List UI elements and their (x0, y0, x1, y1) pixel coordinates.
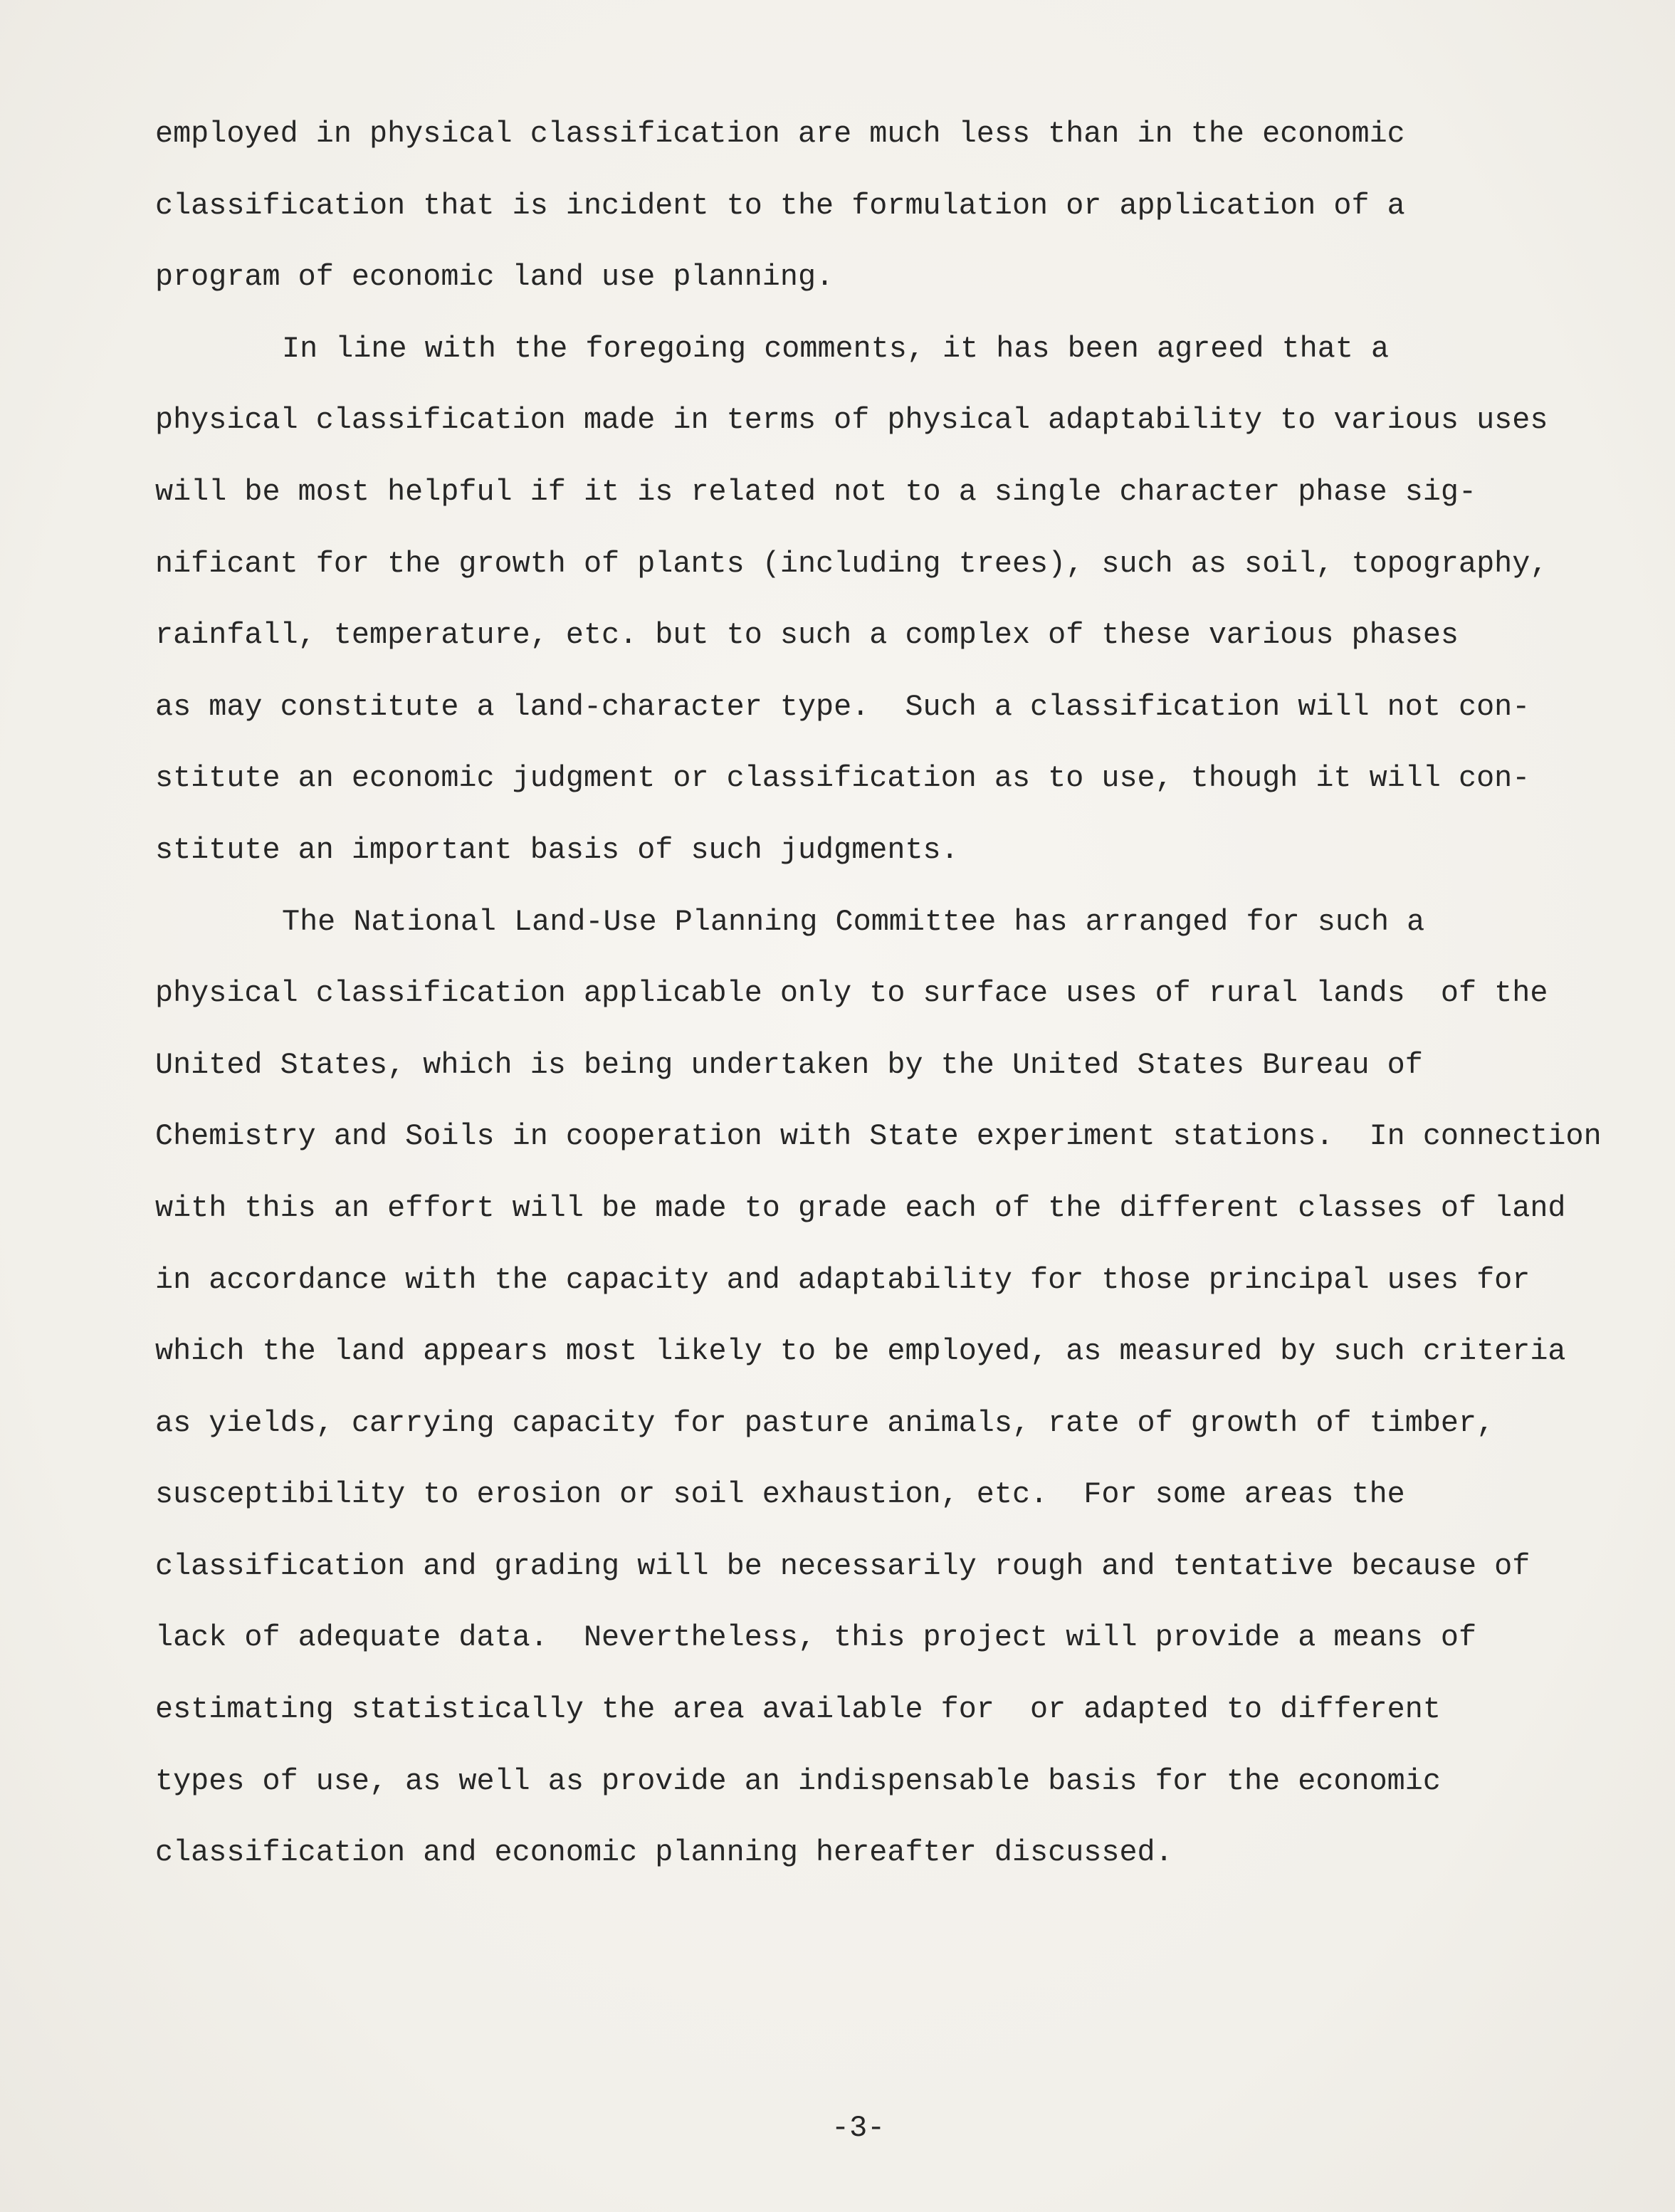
text-line: in accordance with the capacity and adaptability for those principal uses for (155, 1262, 1530, 1297)
text-line: nificant for the growth of plants (including trees), such as soil, topography, (155, 546, 1548, 581)
page-number: -3- (831, 2111, 886, 2145)
paragraph-2 (155, 313, 1650, 886)
paragraph-1 (155, 98, 1650, 313)
text-line: with this an effort will be made to grade each of the different classes of land (155, 1190, 1566, 1225)
text-line: classification and economic planning hereafter discussed. (155, 1835, 1173, 1870)
text-line: classification and grading will be necessarily rough and tentative because of (155, 1548, 1530, 1583)
text-line: as yields, carrying capacity for pasture animals, rate of growth of timber, (155, 1405, 1495, 1440)
text-line: rainfall, temperature, etc. but to such a complex of these various phases (155, 618, 1459, 653)
text-line: In line with the foregoing comments, it has been agreed that a (282, 331, 1390, 366)
text-line: will be most helpful if it is related not to a single character phase sig- (155, 474, 1477, 509)
text-line: stitute an economic judgment or classification as to use, though it will con- (155, 761, 1530, 796)
text-line: classification that is incident to the formulation or application of a (155, 188, 1405, 223)
text-line: Chemistry and Soils in cooperation with State experiment stations. In connection (155, 1119, 1602, 1154)
text-line: The National Land-Use Planning Committee has arranged for such a (282, 904, 1425, 939)
text-line: stitute an important basis of such judgments. (155, 832, 959, 867)
text-line: employed in physical classification are much less than in the economic (155, 117, 1405, 151)
text-line: program of economic land use planning. (155, 260, 834, 295)
text-line: estimating statistically the area available for or adapted to different (155, 1692, 1441, 1727)
text-line: United States, which is being undertaken by the United States Bureau of (155, 1047, 1423, 1082)
document-body (155, 98, 1650, 1889)
text-line: lack of adequate data. Nevertheless, this project will provide a means of (155, 1620, 1477, 1655)
text-line: types of use, as well as provide an indispensable basis for the economic (155, 1763, 1441, 1798)
text-line: which the land appears most likely to be employed, as measured by such criteria (155, 1334, 1566, 1369)
text-line: physical classification made in terms of physical adaptability to various uses (155, 403, 1548, 438)
text-line: as may constitute a land-character type. Such a classification will not con- (155, 689, 1530, 724)
paragraph-3 (155, 886, 1650, 1889)
text-line: physical classification applicable only to surface uses of rural lands of the (155, 976, 1548, 1011)
text-line: susceptibility to erosion or soil exhaustion, etc. For some areas the (155, 1477, 1405, 1512)
